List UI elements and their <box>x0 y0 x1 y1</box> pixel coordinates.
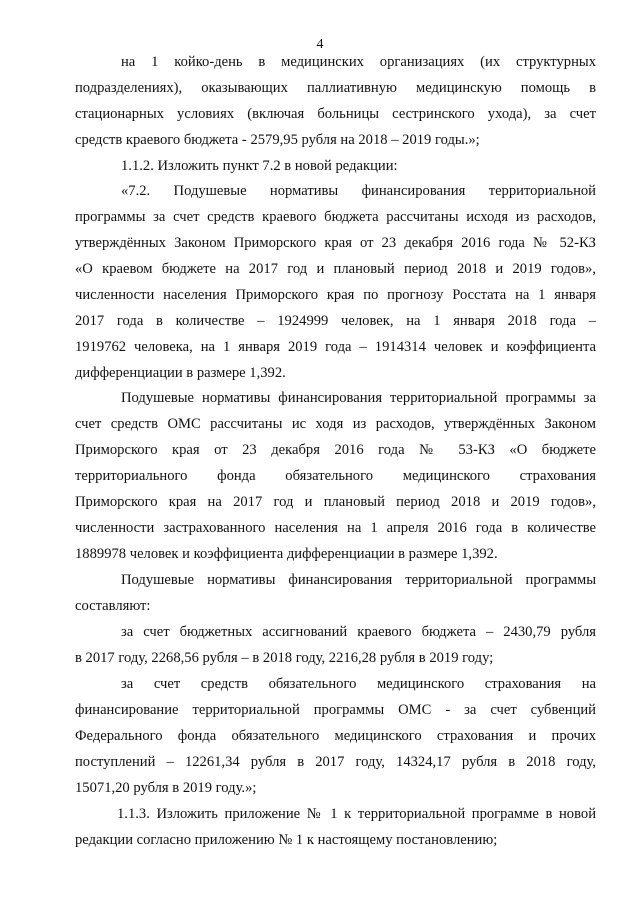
text-line: 1.1.3. Изложить приложение № 1 к территориальной программе в новой <box>117 806 596 822</box>
text-line: Подушевые нормативы финансирования территориальной программы <box>121 572 596 588</box>
text-line: программы за счет средств краевого бюджета рассчитаны исходя из расходов, <box>75 209 596 225</box>
text-line: численности населения Приморского края по прогнозу Росстата на 1 января <box>75 287 596 303</box>
text-line: 1919762 человека, на 1 января 2019 года – 1914314 человек и коэффициента <box>75 339 596 355</box>
text-line: Приморского края на 2017 год и плановый период 2018 и 2019 годов», <box>75 494 596 510</box>
text-line: территориального фонда обязательного медицинского страхования <box>75 468 596 484</box>
text-line: 1889978 человек и коэффициента дифференциации в размере 1,392. <box>75 546 498 562</box>
text-line: «О краевом бюджете на 2017 год и плановый период 2018 и 2019 годов», <box>75 261 596 277</box>
text-line: «7.2. Подушевые нормативы финансирования территориальной <box>121 183 596 199</box>
text-line: 2017 года в количестве – 1924999 человек, на 1 января 2018 года – <box>75 313 596 329</box>
text-line: 15071,20 рубля в 2019 году.»; <box>75 780 257 796</box>
text-line: утверждённых Законом Приморского края от 23 декабря 2016 года № 52-КЗ <box>75 235 596 251</box>
text-line: Федерального фонда обязательного медицинского страхования и прочих <box>75 728 596 744</box>
text-line: Подушевые нормативы финансирования территориальной программы за <box>121 390 596 406</box>
text-line: Приморского края от 23 декабря 2016 года № 53-КЗ «О бюджете <box>75 442 596 458</box>
text-line: в 2017 году, 2268,56 рубля – в 2018 году, 2216,28 рубля в 2019 году; <box>75 650 494 666</box>
text-line: средств краевого бюджета - 2579,95 рубля на 2018 – 2019 годы.»; <box>75 132 480 148</box>
text-line: счет средств ОМС рассчитаны ис ходя из расходов, утверждённых Законом <box>75 416 596 432</box>
text-line: за счет бюджетных ассигнований краевого бюджета – 2430,79 рубля <box>121 624 596 640</box>
page-number: 4 <box>316 37 324 52</box>
text-line: на 1 койко-день в медицинских организациях (их структурных <box>121 54 596 70</box>
text-line: численности застрахованного населения на 1 апреля 2016 года в количестве <box>75 520 596 536</box>
text-line: 1.1.2. Изложить пункт 7.2 в новой редакции: <box>121 158 398 174</box>
text-line: за счет средств обязательного медицинского страхования на <box>121 676 596 692</box>
text-line: стационарных условиях (включая больницы сестринского ухода), за счет <box>75 106 596 122</box>
text-line: подразделениях), оказывающих паллиативную медицинскую помощь в <box>75 80 596 96</box>
text-line: финансирование территориальной программы ОМС - за счет субвенций <box>75 702 596 718</box>
text-line: дифференциации в размере 1,392. <box>75 365 286 381</box>
text-line: поступлений – 12261,34 рубля в 2017 году, 14324,17 рубля в 2018 году, <box>75 754 596 770</box>
text-line: редакции согласно приложению № 1 к настоящему постановлению; <box>75 832 498 848</box>
text-line: составляют: <box>75 598 151 614</box>
